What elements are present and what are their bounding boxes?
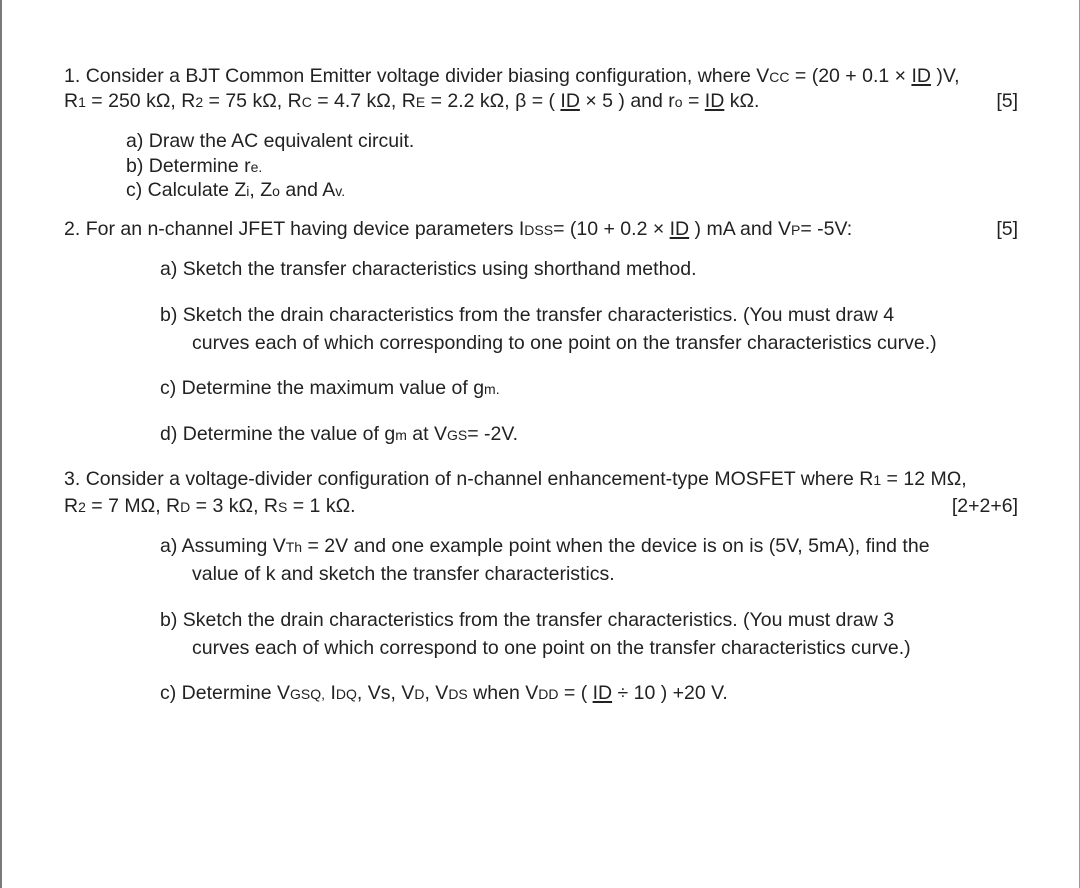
q2-part-b-line-2: curves each of which corresponding to one point on the transfer characteristics curve.) — [192, 332, 937, 354]
id-placeholder: ID — [560, 90, 580, 112]
q2-part-a: a) Sketch the transfer characteristics using shorthand method. — [160, 258, 697, 280]
q2-part-d: d) Determine the value of gm at VGS= -2V. — [160, 423, 519, 445]
id-placeholder: ID — [592, 682, 613, 704]
q2-number: 2. — [64, 218, 81, 240]
q3-part-a-line-1: a) Assuming VTh = 2V and one example point when the device is on is (5V, 5mA), find the — [160, 535, 930, 557]
q2-part-c: c) Determine the maximum value of gm. — [160, 377, 500, 399]
q3-line-2: R2 = 7 MΩ, RD = 3 kΩ, RS = 1 kΩ. — [64, 495, 356, 517]
q2-part-b-line-1: b) Sketch the drain characteristics from the transfer characteristics. (You must draw 4 — [160, 304, 895, 326]
q2-marks: [5] — [996, 218, 1018, 240]
q1-number: 1. — [64, 65, 81, 87]
q3-part-a-line-2: value of k and sketch the transfer characteristics. — [192, 563, 615, 585]
q2-intro-line: 2. For an n-channel JFET having device parameters IDSS= (10 + 0.2 × ID ) mA and VP= -5V: — [64, 218, 853, 240]
q1-line-2: R1 = 250 kΩ, R2 = 75 kΩ, RC = 4.7 kΩ, RE = 2.2 kΩ, β = ( ID × 5 ) and ro = ID kΩ. — [64, 90, 760, 112]
id-placeholder: ID — [704, 90, 725, 112]
q1-part-c: c) Calculate Zi, Zo and Av. — [126, 179, 346, 201]
q1-part-a: a) Draw the AC equivalent circuit. — [126, 130, 415, 152]
id-placeholder: ID — [669, 218, 690, 240]
q1-intro: Consider a BJT Common Emitter voltage divider biasing configuration, where V — [85, 65, 770, 87]
q3-marks: [2+2+6] — [951, 495, 1018, 517]
q3-line-1: 3. Consider a voltage-divider configuration of n-channel enhancement-type MOSFET where R1 = 12 MΩ, — [64, 468, 967, 490]
q1-part-b: b) Determine re. — [126, 155, 263, 177]
q3-part-c: c) Determine VGSQ, IDQ, Vs, VD, VDS when VDD = ( ID ÷ 10 ) +20 V. — [160, 682, 728, 704]
q1-marks: [5] — [996, 90, 1018, 112]
q3-part-b-line-1: b) Sketch the drain characteristics from the transfer characteristics. (You must draw 3 — [160, 609, 895, 631]
q3-number: 3. — [64, 468, 81, 490]
id-placeholder: ID — [911, 65, 931, 87]
q1-line-1: 1. Consider a BJT Common Emitter voltage divider biasing configuration, where VCC = (20 + 0.1 × ID )V, — [64, 65, 960, 87]
q3-part-b-line-2: curves each of which correspond to one point on the transfer characteristics curve.) — [192, 637, 911, 659]
